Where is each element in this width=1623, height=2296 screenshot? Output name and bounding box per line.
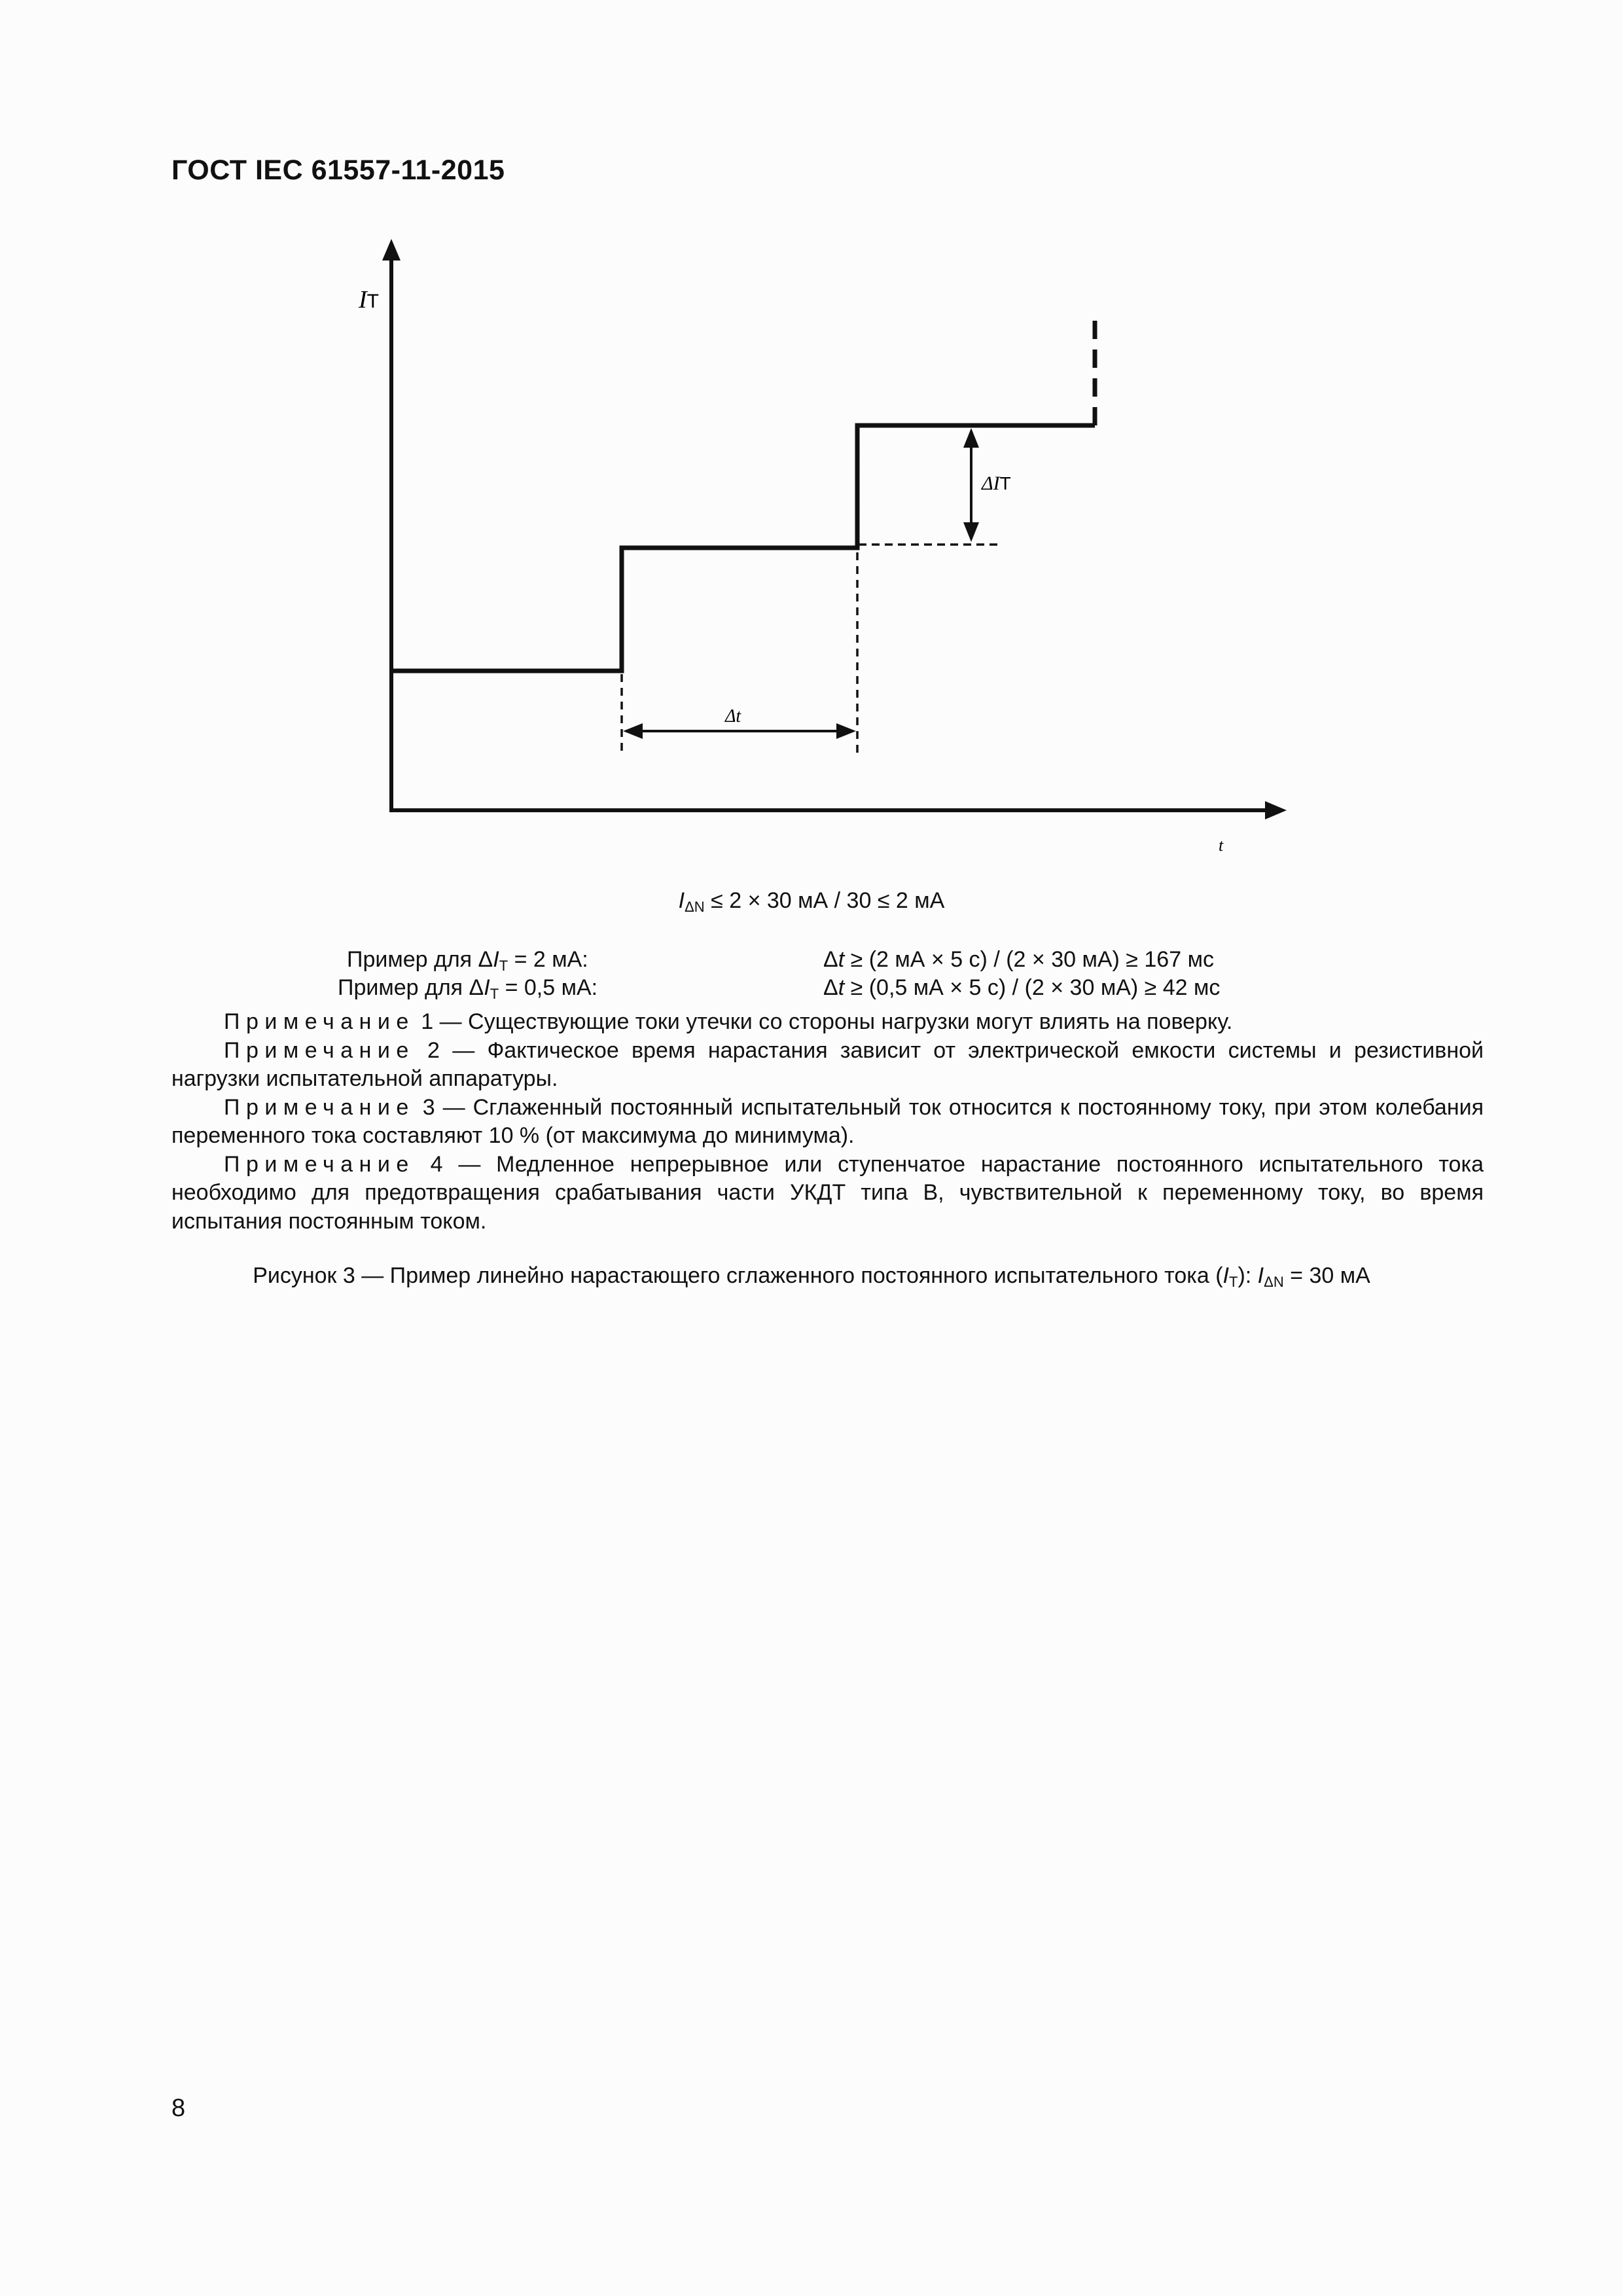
example-text: = 2 мА: xyxy=(508,947,588,972)
note-label: Примечание xyxy=(224,1094,415,1120)
example-var: I xyxy=(484,975,490,1000)
x-axis-label: t xyxy=(1219,836,1224,855)
caption-sub: ΔN xyxy=(1264,1274,1284,1290)
example-text: ≥ (2 мА × 5 с) / (2 × 30 мА) ≥ 167 мс xyxy=(844,947,1214,972)
formula-rhs: ≤ 2 × 30 мА / 30 ≤ 2 мА xyxy=(704,888,945,913)
example-text: ≥ (0,5 мА × 5 с) / (2 × 30 мА) ≥ 42 мс xyxy=(844,975,1221,1000)
note-1 xyxy=(171,1008,1484,1037)
step-current-trace xyxy=(391,425,1095,671)
y-axis-arrowhead xyxy=(382,239,401,260)
formula-lhs-var: I xyxy=(678,888,685,913)
delta-i-label: ΔIT xyxy=(982,473,1011,494)
example-text: = 0,5 мА: xyxy=(499,975,598,1000)
example-text: Пример для Δ xyxy=(347,947,493,972)
example-var: t xyxy=(838,947,845,972)
note-label: Примечание xyxy=(224,1151,415,1177)
caption-text: = 30 мА xyxy=(1283,1263,1370,1288)
note-4 xyxy=(171,1151,1484,1236)
x-axis-arrowhead xyxy=(1265,801,1287,819)
example-sub: T xyxy=(490,986,499,1002)
caption-sub: T xyxy=(1229,1274,1238,1290)
example-2-right xyxy=(823,975,1220,1001)
example-2-left xyxy=(338,975,597,1001)
delta-t-arrowhead-left xyxy=(623,723,643,739)
formula-lhs-sub: ΔN xyxy=(685,899,705,915)
note-text: 2 — Фактическое время нарастания зависит от электрической емкости системы и резистивной нагрузки испытательной аппаратуры. xyxy=(171,1037,1484,1091)
example-1-right xyxy=(823,947,1214,973)
page-number: 8 xyxy=(171,2094,186,2122)
note-text: 4 — Медленное непрерывное или ступенчатое нарастание постоянного испытательного тока необходимо для предотвращения срабатывания части УКДТ типа В, чувствительной к переменному току, во время испытания постоянным током. xyxy=(171,1151,1484,1234)
note-text: 3 — Сглаженный постоянный испытательный ток относится к постоянному току, при этом колебания переменного тока составляют 10 % (от максимума до минимума). xyxy=(171,1094,1484,1148)
note-2 xyxy=(171,1037,1484,1094)
step-current-diagram xyxy=(0,0,1623,877)
note-text: 1 — Существующие токи утечки со стороны нагрузки могут влиять на поверку. xyxy=(414,1009,1233,1034)
example-text: Δ xyxy=(823,975,838,1000)
example-var: I xyxy=(493,947,499,972)
note-label: Примечание xyxy=(224,1009,415,1034)
caption-var: I xyxy=(1257,1263,1264,1288)
document-header: ГОСТ IEC 61557-11-2015 xyxy=(171,154,505,186)
note-3 xyxy=(171,1094,1484,1151)
caption-text: Рисунок 3 — Пример линейно нарастающего сглаженного постоянного испытательного тока ( xyxy=(253,1263,1223,1288)
y-axis-label: IT xyxy=(359,286,379,314)
caption-var: I xyxy=(1222,1263,1229,1288)
figure-caption xyxy=(0,1263,1623,1289)
delta-i-arrowhead-down xyxy=(963,522,979,542)
example-1-left xyxy=(347,947,588,973)
example-var: t xyxy=(838,975,845,1000)
caption-text: ): xyxy=(1238,1263,1258,1288)
example-sub: T xyxy=(499,958,508,974)
formula-line xyxy=(0,888,1623,914)
example-text: Пример для Δ xyxy=(338,975,484,1000)
delta-t-arrowhead-right xyxy=(836,723,856,739)
example-text: Δ xyxy=(823,947,838,972)
delta-i-arrowhead-up xyxy=(963,428,979,448)
notes-block xyxy=(171,1008,1484,1236)
delta-t-label: Δt xyxy=(725,706,741,726)
note-label: Примечание xyxy=(224,1037,415,1063)
